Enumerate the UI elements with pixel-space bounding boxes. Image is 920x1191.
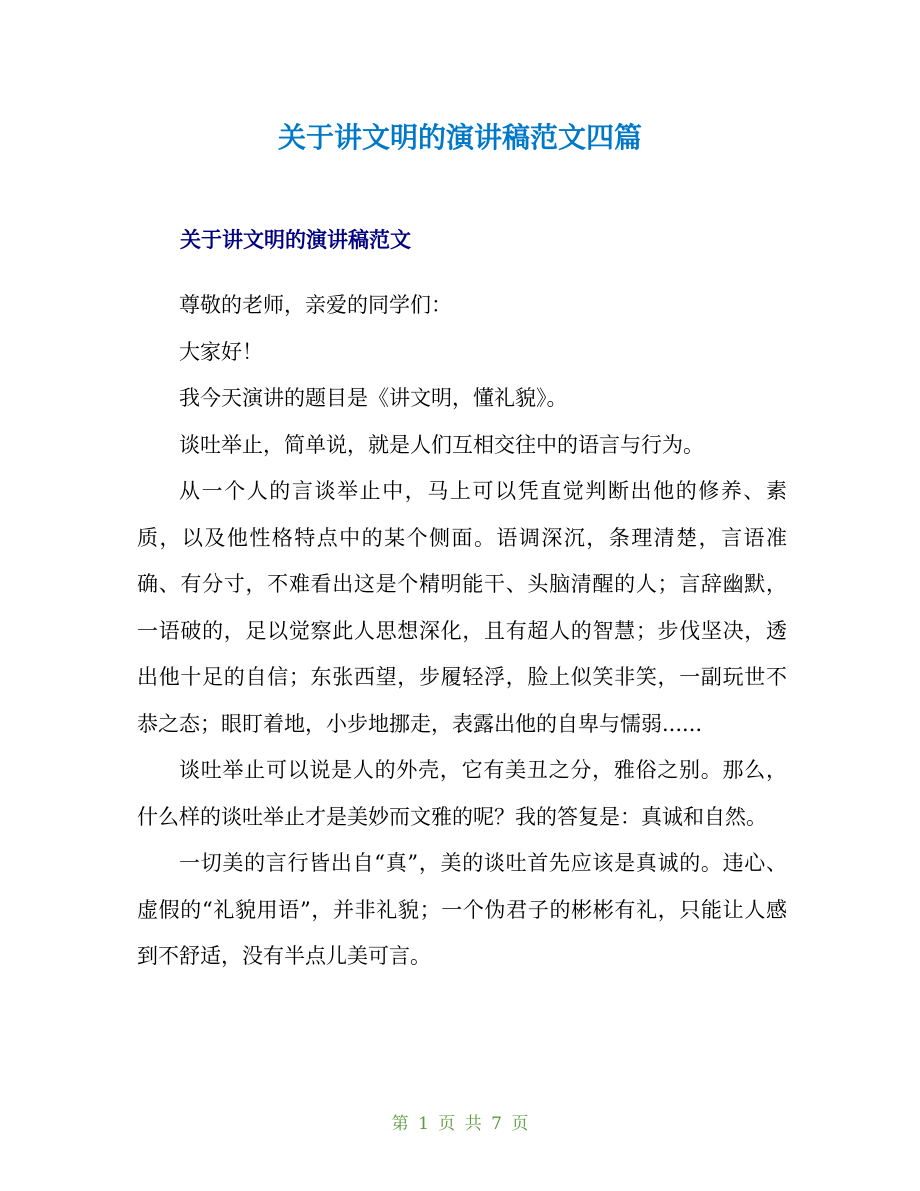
paragraph-salutation: 尊敬的老师，亲爱的同学们：: [179, 293, 452, 317]
document-body: [137, 282, 787, 980]
paragraph-beauty-question: 谈吐举止可以说是人的外壳，它有美丑之分，雅俗之别。那么，什么样的谈吐举止才是美妙而文雅的呢？我的答复是：真诚和自然。: [137, 758, 787, 829]
section-title: 关于讲文明的演讲稿范文: [180, 228, 411, 252]
paragraph-topic: 我今天演讲的题目是《讲文明，懂礼貌》。: [179, 386, 568, 410]
paragraph-greeting: 大家好！: [179, 339, 263, 364]
document-title: 关于讲文明的演讲稿范文四篇: [277, 121, 642, 154]
paragraph-manners-examples: 从一个人的言谈举止中，马上可以凭直觉判断出他的修养、素质，以及他性格特点中的某个侧面。语调深沉，条理清楚，言语准确、有分寸，不难看出这是个精明能干、头脑清醒的人；言辞幽默，一语破的，足以觉察此人思想深化，且有超人的智慧；步伐坚决，透出他十足的自信；东张西望，步履轻浮，脸上似笑非笑，一副玩世不恭之态；眼盯着地，小步地挪走，表露出他的自卑与懦弱......: [137, 479, 787, 736]
paragraph-definition: 谈吐举止，简单说，就是人们互相交往中的语言与行为。: [179, 432, 704, 457]
page-number-footer: 第 1 页 共 7 页: [391, 1114, 529, 1134]
paragraph-sincerity: 一切美的言行皆出自“真”，美的谈吐首先应该是真诚的。违心、虚假的“礼貌用语”，并非礼貌；一个伪君子的彬彬有礼，只能让人感到不舒适，没有半点儿美可言。: [137, 851, 787, 968]
